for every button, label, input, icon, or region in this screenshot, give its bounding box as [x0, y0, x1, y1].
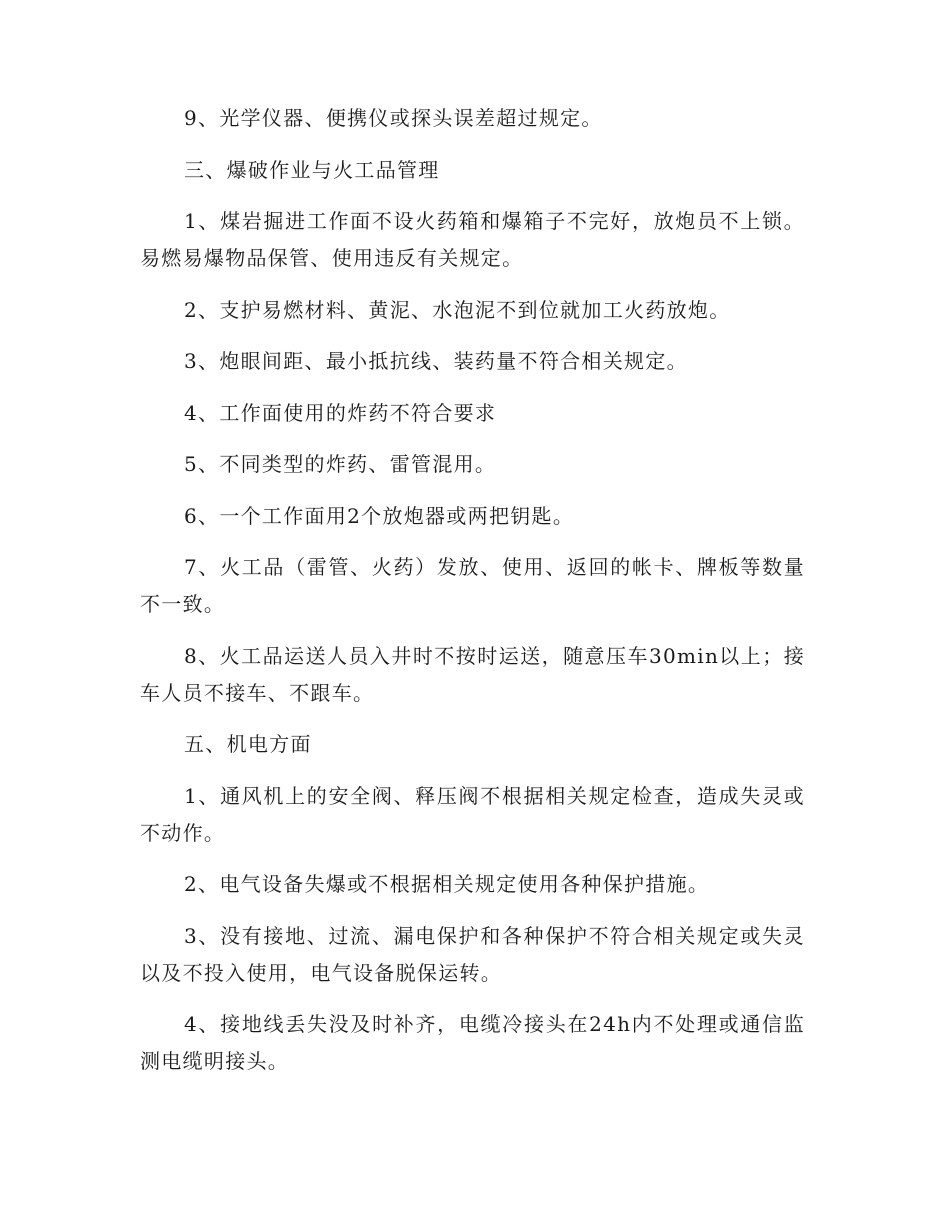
section-heading-blasting: 三、爆破作业与火工品管理	[184, 157, 440, 182]
item-transport-delay: 8、火工品运送人员入井时不按时运送，随意压车30min以上；接车人员不接车、不跟车。	[140, 643, 805, 705]
item-optical-instrument-error: 9、光学仪器、便携仪或探头误差超过规定。	[184, 106, 603, 130]
item-safety-valve: 1、通风机上的安全阀、释压阀不根据相关规定检查，造成失灵或不动作。	[140, 783, 805, 845]
item-explosive-requirements: 4、工作面使用的炸药不符合要求	[184, 400, 497, 425]
section-heading-electromechanical: 五、机电方面	[184, 732, 312, 756]
item-mixed-detonators: 5、不同类型的炸药、雷管混用。	[184, 452, 497, 476]
item-explosive-box: 1、煤岩掘进工作面不设火药箱和爆箱子不完好，放炮员不上锁。易燃易爆物品保管、使用违反有关规定。	[140, 209, 805, 270]
item-support-materials: 2、支护易燃材料、黄泥、水泡泥不到位就加工火药放炮。	[184, 297, 731, 322]
item-blasthole-spacing: 3、炮眼间距、最小抵抗线、装药量不符合相关规定。	[184, 349, 688, 373]
item-grounding-protection: 3、没有接地、过流、漏电保护和各种保护不符合相关规定或失灵以及不投入使用，电气设备脱保运转。	[140, 923, 805, 985]
document-page	[140, 100, 805, 1095]
item-explosion-proof: 2、电气设备失爆或不根据相关规定使用各种保护措施。	[184, 872, 710, 896]
item-inventory-mismatch: 7、火工品（雷管、火药）发放、使用、返回的帐卡、牌板等数量不一致。	[140, 555, 805, 616]
item-blasting-devices: 6、一个工作面用2个放炮器或两把钥匙。	[184, 503, 575, 528]
item-ground-wire-cable: 4、接地线丢失没及时补齐，电缆冷接头在24h内不处理或通信监测电缆明接头。	[140, 1012, 805, 1073]
